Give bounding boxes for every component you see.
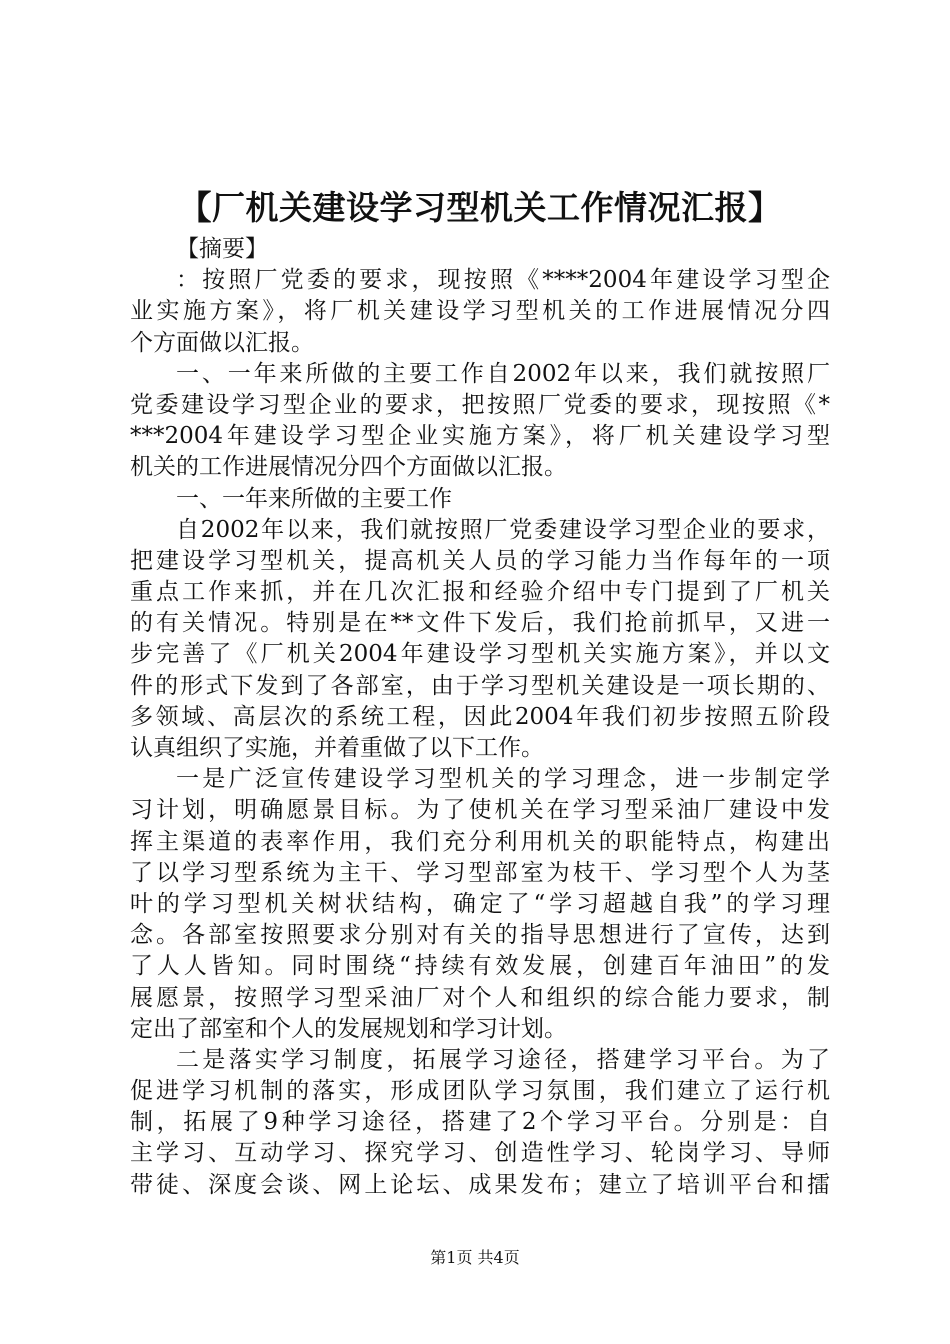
text-line: 【摘要】 bbox=[176, 236, 268, 262]
text-line: 一、一年来所做的主要工作 bbox=[176, 485, 452, 512]
text-line: ：按照厂党委的要求，现按照《****2004年建设学习型企 bbox=[176, 267, 830, 294]
text-line: 了人人皆知。同时围绕“持续有效发展，创建百年油田”的发 bbox=[130, 953, 830, 980]
text-line: 了以学习型系统为主干、学习型部室为枝干、学习型个人为茎 bbox=[130, 859, 830, 886]
text-line: 把建设学习型机关，提高机关人员的学习能力当作每年的一项 bbox=[130, 547, 830, 574]
text-line: 步完善了《厂机关2004年建设学习型机关实施方案》，并以文 bbox=[130, 641, 830, 668]
page-footer: 第1页 共4页 bbox=[430, 1248, 520, 1267]
text-line: 叶的学习型机关树状结构，确定了“学习超越自我”的学习理 bbox=[130, 890, 830, 917]
text-line: 认真组织了实施，并着重做了以下工作。 bbox=[130, 735, 544, 761]
text-line: 促进学习机制的落实，形成团队学习氛围，我们建立了运行机 bbox=[130, 1078, 830, 1105]
document-title: 【厂机关建设学习型机关工作情况汇报】 bbox=[178, 188, 782, 227]
text-line: ***2004年建设学习型企业实施方案》，将厂机关建设学习型 bbox=[130, 423, 830, 450]
text-line: 主学习、互动学习、探究学习、创造性学习、轮岗学习、导师 bbox=[130, 1140, 830, 1167]
text-line: 机关的工作进展情况分四个方面做以汇报。 bbox=[130, 454, 567, 481]
text-line: 多领域、高层次的系统工程，因此2004年我们初步按照五阶段 bbox=[130, 703, 830, 730]
text-line: 业实施方案》，将厂机关建设学习型机关的工作进展情况分四 bbox=[130, 298, 830, 325]
text-line: 个方面做以汇报。 bbox=[130, 329, 314, 356]
text-line: 重点工作来抓，并在几次汇报和经验介绍中专门提到了厂机关 bbox=[130, 579, 830, 606]
text-line: 件的形式下发到了各部室，由于学习型机关建设是一项长期的、 bbox=[130, 672, 830, 699]
text-line: 制，拓展了9种学习途径，搭建了2个学习平台。分别是：自 bbox=[130, 1109, 830, 1136]
text-line: 展愿景，按照学习型采油厂对个人和组织的综合能力要求，制 bbox=[130, 984, 830, 1011]
text-line: 的有关情况。特别是在**文件下发后，我们抢前抓早，又进一 bbox=[130, 610, 830, 637]
text-line: 二是落实学习制度，拓展学习途径，搭建学习平台。为了 bbox=[176, 1046, 830, 1073]
text-line: 挥主渠道的表率作用，我们充分利用机关的职能特点，构建出 bbox=[130, 828, 830, 855]
text-line: 一、一年来所做的主要工作自2002年以来，我们就按照厂 bbox=[176, 360, 830, 387]
text-line: 习计划，明确愿景目标。为了使机关在学习型采油厂建设中发 bbox=[130, 797, 830, 824]
text-line: 一是广泛宣传建设学习型机关的学习理念，进一步制定学 bbox=[176, 766, 830, 793]
text-line: 定出了部室和个人的发展规划和学习计划。 bbox=[130, 1015, 567, 1042]
text-line: 念。各部室按照要求分别对有关的指导思想进行了宣传，达到 bbox=[130, 922, 830, 949]
text-line: 党委建设学习型企业的要求，把按照厂党委的要求，现按照《* bbox=[130, 391, 830, 418]
text-line: 带徒、深度会谈、网上论坛、成果发布；建立了培训平台和擂 bbox=[130, 1171, 830, 1198]
text-line: 自2002年以来，我们就按照厂党委建设学习型企业的要求， bbox=[176, 516, 830, 543]
document-body bbox=[130, 234, 830, 1201]
